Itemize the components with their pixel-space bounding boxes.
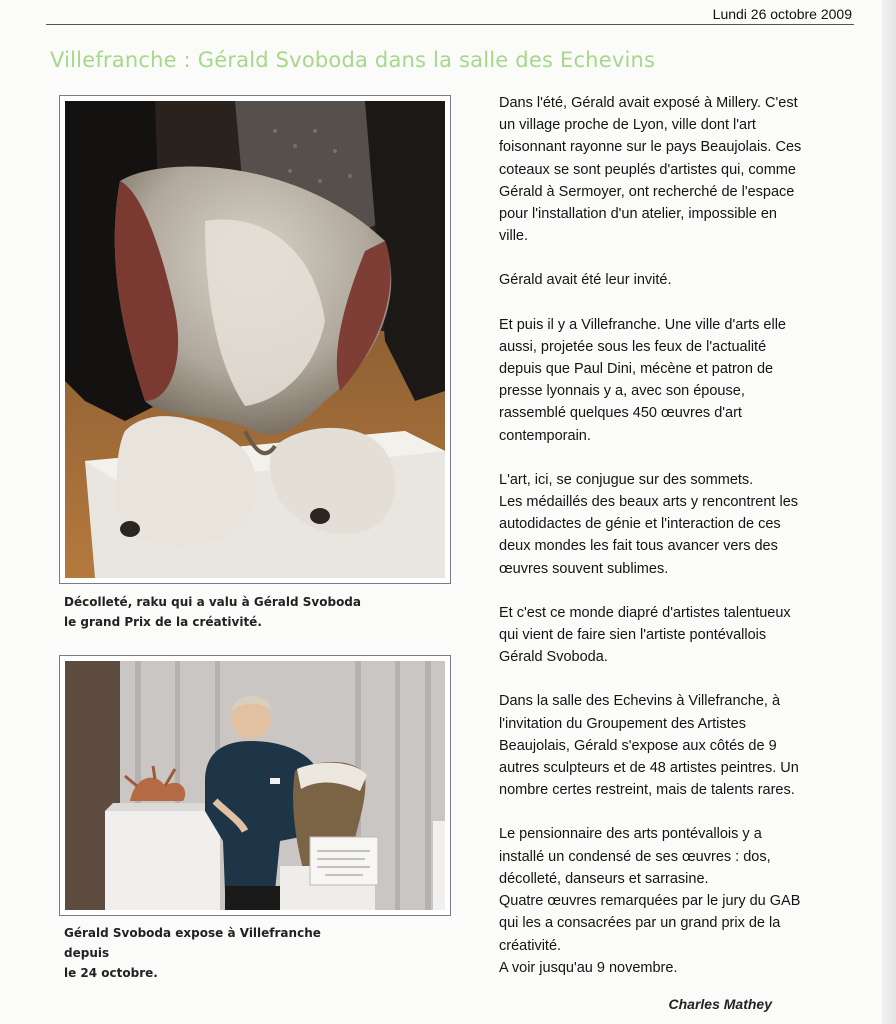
figure-1-caption: [64, 592, 364, 632]
article-paragraph: L'art, ici, se conjugue sur des sommets. Les médaillés des beaux arts y rencontrent les autodidactes de génie et l'interaction de ces deux mondes les fait tous avancer vers des œuvres souvent sublimes.: [499, 471, 799, 577]
figure-1-caption-text: Décolleté, raku qui a valu à Gérald Svoboda le grand Prix de la créativité.: [64, 595, 361, 629]
artist-exhibition-photo: [65, 661, 445, 910]
article-paragraph: Et puis il y a Villefranche. Une ville d'arts elle aussi, projetée sous les feux de l'actualité depuis que Paul Dini, mécène et patron de presse lyonnais y a, avec son épouse, rassemblé quelques 450 œuvres d'art contemporain.: [499, 316, 786, 444]
article-body: [499, 92, 859, 979]
article-paragraph: Gérald avait été leur invité.: [499, 272, 672, 289]
article-author: Charles Mathey: [668, 996, 772, 1012]
article-title: Villefranche : Gérald Svoboda dans la salle des Echevins: [50, 48, 656, 72]
header-rule: [46, 24, 854, 25]
article-paragraph: Le pensionnaire des arts pontévallois y a installé un condensé de ses œuvres : dos, décolleté, danseurs et sarrasine. Quatre œuvres remarquées par le jury du GAB qui les a consacrées par un grand prix de la créativité. A voir jusqu'au 9 novembre.: [499, 826, 801, 976]
figure-2-caption: [64, 923, 364, 983]
article-paragraph: Dans l'été, Gérald avait exposé à Millery. C'est un village proche de Lyon, ville dont l'art foisonnant rayonne sur le pays Beaujolais. Ces coteaux se sont peuplés d'artistes qui, comme Gérald à Sermoyer, ont recherché de l'espace pour l'installation d'un atelier, impossible en ville.: [499, 95, 802, 245]
figure-1-frame: [59, 95, 451, 584]
artist-exhibition-image: [65, 661, 445, 910]
article-paragraph: Et c'est ce monde diapré d'artistes talentueux qui vient de faire sien l'artiste pontévallois Gérald Svoboda.: [499, 604, 791, 666]
article-paragraph: Dans la salle des Echevins à Villefranche, à l'invitation du Groupement des Artistes Beaujolais, Gérald s'expose aux côtés de 9 autres sculpteurs et de 48 artistes peintres. Un nombre certes restreint, mais de talents rares.: [499, 693, 799, 799]
publication-date: Lundi 26 octobre 2009: [712, 6, 852, 22]
page-edge: [882, 0, 896, 1024]
figure-2-caption-text: Gérald Svoboda expose à Villefranche depuis le 24 octobre.: [64, 926, 321, 980]
sculpture-decollete-image: [65, 101, 445, 578]
sculpture-decollete-photo: [65, 101, 445, 578]
figure-2-frame: [59, 655, 451, 916]
